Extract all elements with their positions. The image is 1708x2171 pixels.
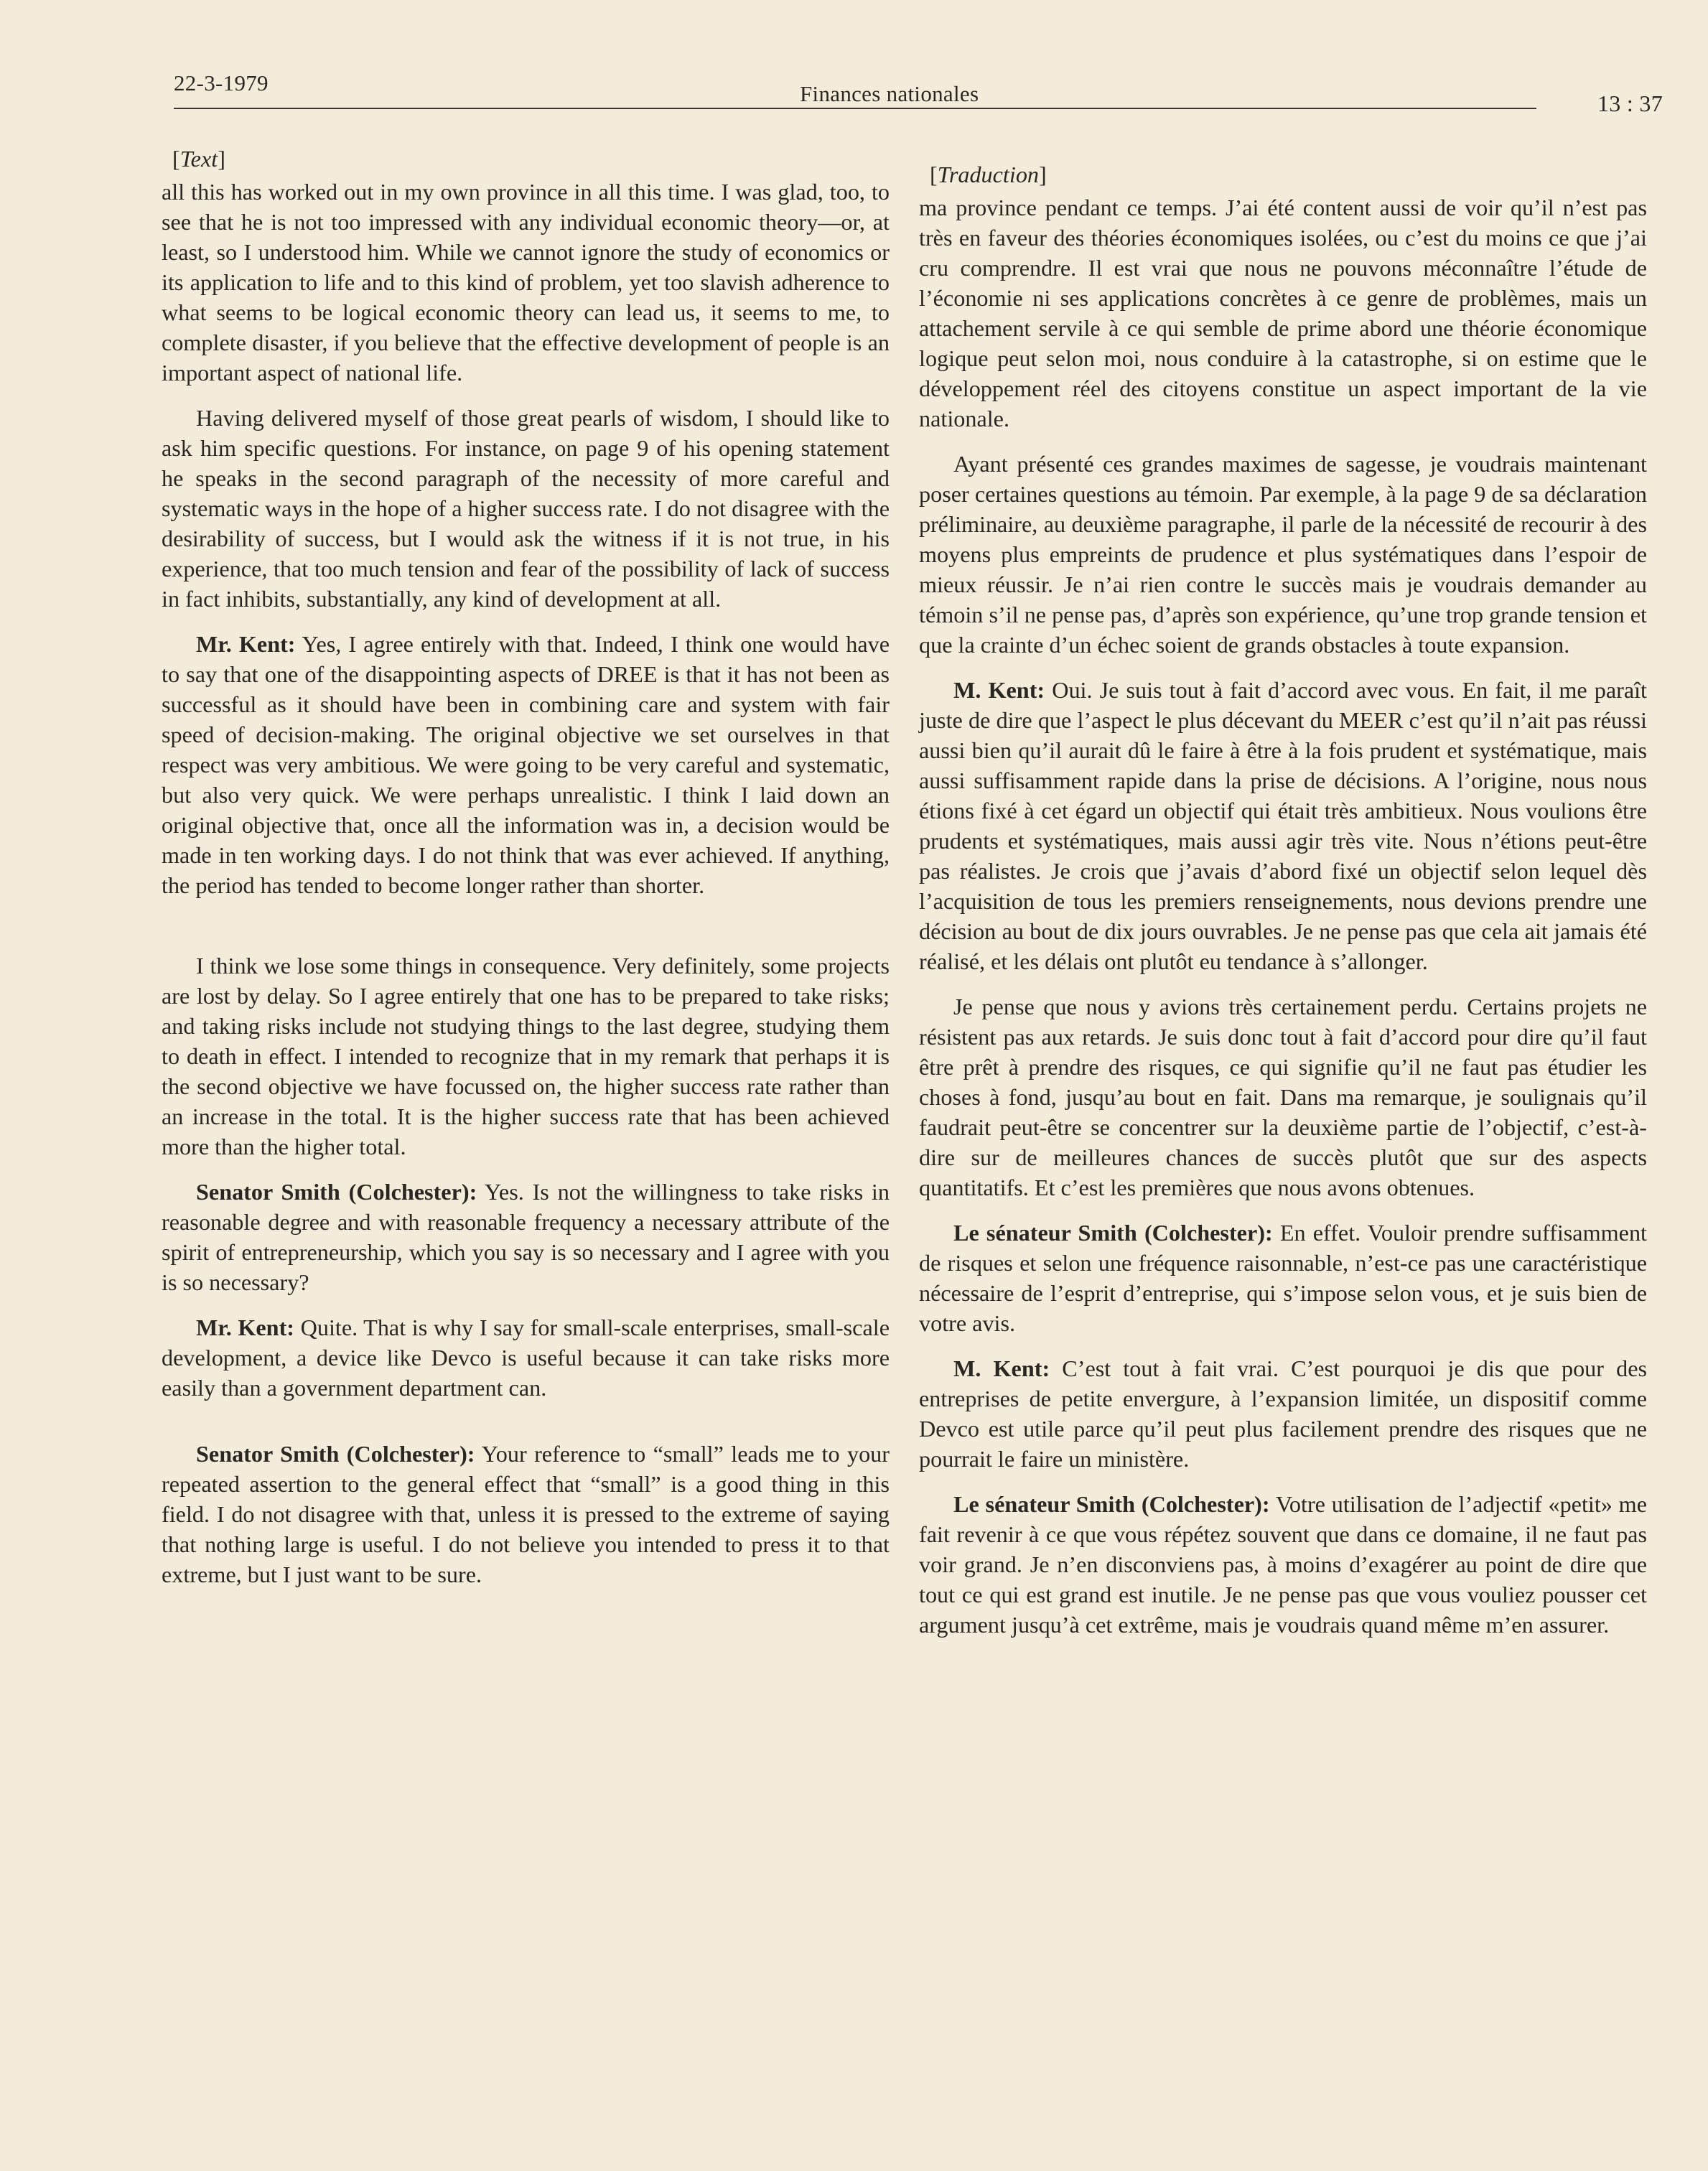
header-page-number: 13 : 37 [1597,90,1663,116]
paragraph-text: Ayant présenté ces grandes maximes de sagesse, je voudrais maintenant poser certaines questions au témoin. Par exemple, à la page 9 de sa déclaration préliminaire, au deuxième paragraphe, il parle de la nécessité de recourir à des moyens plus empreints de prudence et plus systématiques dans l’espoir de mieux réussir. Je n’ai rien contre le succès mais je voudrais demander au témoin s’il ne pense pas, d’après son expérience, qu’une trop grande tension et que la crainte d’un échec soient de grands obstacles à toute expansion. [919,451,1647,658]
paragraph [162,177,890,388]
paragraph-text: Yes, I agree entirely with that. Indeed, I think one would have to say that one of the disappointing aspects of DREE is that it has not been as successful as it should have been in combining care and system with fair speed of decision-making. The original objective we set ourselves in that respect was very ambitious. We were going to be very careful and systematic, but also very quick. We were perhaps unrealistic. I think I laid down an original objective that, once all the information was in, a decision would be made in ten working days. I do not think that was ever achieved. If anything, the period has tended to become longer rather than shorter. [162,631,890,898]
paragraph [919,675,1647,976]
paragraph [162,403,890,614]
paragraph-text: all this has worked out in my own province in all this time. I was glad, too, to see that he is not too impressed with any individual economic theory—or, at least, so I understood him. While we cannot ignore the study of economics or its application to life and to this kind of problem, yet too slavish adherence to what seems to be logical economic theory can lead us, it seems to me, to complete disaster, if you believe that the effective development of people is an important aspect of national life. [162,179,890,386]
paragraph-text: Votre utilisation de l’adjectif «petit» me fait revenir à ce que vous répétez souvent que dans ce domaine, il ne faut pas voir grand. Je n’en disconviens pas, à moins d’exagérer au point de dire que tout ce qui est grand est inutile. Je ne pense pas que vous vouliez pousser cet argument jusqu’à cet extrême, mais je voudrais quand même m’en assurer. [919,1491,1647,1638]
paragraph [919,1218,1647,1338]
paragraph [919,991,1647,1203]
left-column-label: [Text] [172,146,225,172]
header-date: 22-3-1979 [174,70,269,95]
paragraph-text: C’est tout à fait vrai. C’est pourquoi je dis que pour des entreprises de petite envergure, à l’expansion limitée, un dispositif comme Devco est utile parce qu’il peut plus facilement prendre des risques que ne pourrait le faire un ministère. [919,1355,1647,1472]
right-column-label: [Traduction] [930,162,1047,187]
speaker: Senator Smith (Colchester): [196,1441,475,1467]
paragraph-text: Yes. Is not the willingness to take risks in reasonable degree and with reasonable frequency a necessary attribute of the spirit of entrepreneurship, which you say is so necessary and I agree with you is so necessary? [162,1179,890,1295]
paragraph [162,1312,890,1403]
paragraph-text: Having delivered myself of those great pearls of wisdom, I should like to ask him specific questions. For instance, on page 9 of his opening statement he speaks in the second paragraph of the necessity of more careful and systematic ways in the hope of a higher success rate. I do not disagree with the desirability of success, but I would ask the witness if it is not true, in his experience, that too much tension and fear of the possibility of lack of success in fact inhibits, substantially, any kind of development at all. [162,405,890,612]
paragraph [162,629,890,900]
speaker: Senator Smith (Colchester): [196,1179,477,1205]
paragraph [919,449,1647,660]
paragraph-text: Quite. That is why I say for small-scale enterprises, small-scale development, a device like Devco is useful because it can take risks more easily than a government department can. [162,1315,890,1401]
speaker: Mr. Kent: [196,631,296,657]
left-column [162,144,890,1605]
paragraph [919,1353,1647,1474]
paragraph-text: ma province pendant ce temps. J’ai été content aussi de voir qu’il n’est pas très en faveur des théories économiques isolées, ou c’est du moins ce que j’ai cru comprendre. Il est vrai que nous ne pouvons méconnaître l’étude de l’économie ni ses applications concrètes à ce genre de problèmes, mais un attachement servile à ce qui semble de prime abord une théorie économique logique peut selon moi, nous conduire à la catastrophe, si on estime que le développement réel des citoyens constitue un aspect important de la vie nationale. [919,195,1647,431]
paragraph [162,1439,890,1589]
paragraph [919,1489,1647,1640]
header-title: Finances nationales [800,81,979,106]
right-column [919,159,1647,1655]
speaker: Mr. Kent: [196,1315,295,1340]
paragraph-text: En effet. Vouloir prendre suffisamment de risques et selon une fréquence raisonnable, n’est-ce pas une caractéristique nécessaire de l’esprit d’entreprise, qui s’impose selon vous, et je suis bien de votre avis. [919,1220,1647,1336]
paragraph [919,192,1647,434]
paragraph-text: Oui. Je suis tout à fait d’accord avec vous. En fait, il me paraît juste de dire que l’aspect le plus décevant du MEER c’est qu’il n’ait pas réussi aussi bien qu’il aurait dû le faire à être à la fois prudent et systématique, mais aussi suffisamment rapide dans la prise de décisions. A l’origine, nous nous étions fixé à cet égard un objectif qui était très ambitieux. Nous voulions être prudents et systématiques, mais aussi agir très vite. Nous n’étions peut-être pas réalistes. Je crois que j’avais d’abord fixé un objectif selon lequel dès l’acquisition de tous les premiers renseignements, nous devions prendre une décision au bout de dix jours ouvrables. Je ne pense pas que cela ait jamais été réalisé, et les délais ont plutôt eu tendance à s’allonger. [919,677,1647,974]
paragraph-text: Je pense que nous y avions très certainement perdu. Certains projets ne résistent pas aux retards. Je suis donc tout à fait d’accord pour dire qu’il faut être prêt à prendre des risques, ce qui signifie qu’il ne faut pas étudier les choses à fond, jusqu’au bout en fait. Dans ma remarque, je soulignais qu’il faudrait peut-être se concentrer sur la deuxième partie de l’objectif, c’est-à-dire sur de meilleures chances de succès plutôt que sur des aspects quantitatifs. Et c’est les premières que nous avons obtenues. [919,994,1647,1200]
speaker: Le sénateur Smith (Colchester): [953,1220,1273,1246]
speaker: M. Kent: [953,677,1045,703]
paragraph-text: I think we lose some things in consequence. Very definitely, some projects are lost by delay. So I agree entirely that one has to be prepared to take risks; and taking risks include not studying things to the last degree, studying them to death in effect. I intended to recognize that in my remark that perhaps it is the second objective we have focussed on, the higher success rate rather than an increase in the total. It is the higher success rate that has been achieved more than the higher total. [162,953,890,1159]
paragraph-text: Your reference to “small” leads me to your repeated assertion to the general effect that “small” is a good thing in this field. I do not disagree with that, unless it is pressed to the extreme of saying that nothing large is useful. I do not believe you intended to press it to that extreme, but I just want to be sure. [162,1441,890,1587]
speaker: M. Kent: [953,1355,1050,1381]
paragraph [162,951,890,1162]
paragraph [162,1177,890,1297]
speaker: Le sénateur Smith (Colchester): [953,1491,1270,1517]
header-rule [174,108,1536,109]
